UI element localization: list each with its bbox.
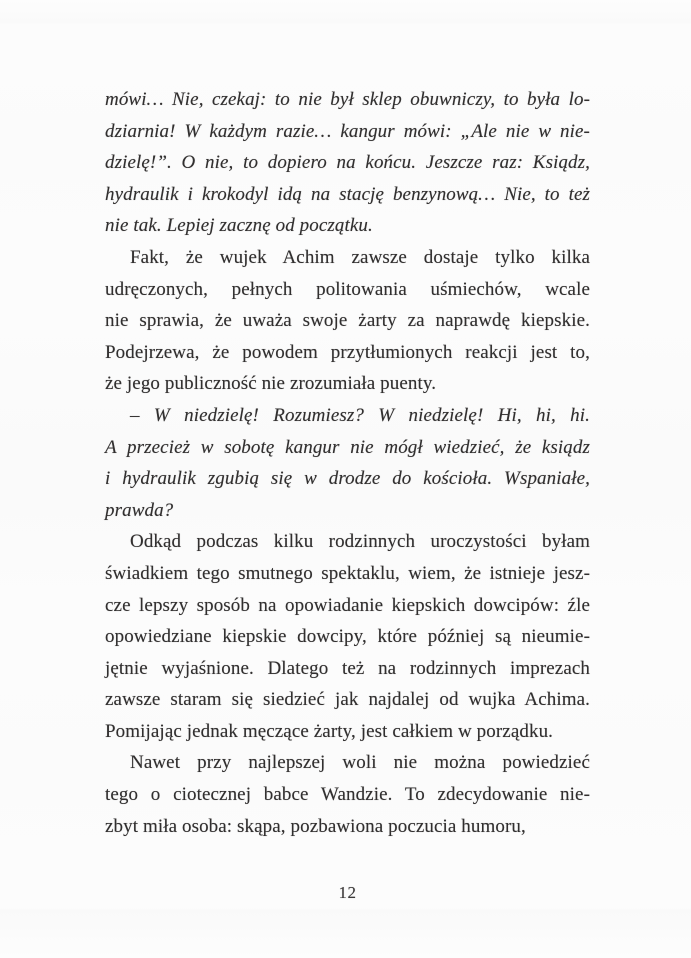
page-text-block bbox=[105, 84, 590, 842]
paragraph bbox=[105, 84, 590, 242]
text-line: jętnie wyjaśnione. Dlatego też na rodzinnych imprezach bbox=[105, 657, 590, 679]
text-line: udręczonych, pełnych politowania uśmiechów, wcale bbox=[105, 278, 590, 300]
page-number: 12 bbox=[338, 883, 357, 902]
paragraph bbox=[105, 242, 590, 400]
text-line: Nawet przy najlepszej woli nie można powiedzieć bbox=[130, 752, 590, 774]
text-line: Podejrzewa, że powodem przytłumionych reakcji jest to, bbox=[105, 341, 590, 363]
paragraph bbox=[105, 400, 590, 526]
text-line: nie tak. Lepiej zacznę od początku. bbox=[105, 215, 373, 237]
text-line: opowiedziane kiepskie dowcipy, które później są nieumie- bbox=[105, 626, 590, 648]
text-line: A przecież w sobotę kangur nie mógł wiedzieć, że ksiądz bbox=[105, 436, 590, 458]
text-line: dzielę!”. O nie, to dopiero na końcu. Jeszcze raz: Ksiądz, bbox=[105, 152, 590, 174]
text-line: – W niedzielę! Rozumiesz? W niedzielę! Hi, hi, hi. bbox=[130, 404, 590, 426]
text-line: prawda? bbox=[105, 499, 174, 521]
text-line: nie sprawia, że uważa swoje żarty za naprawdę kiepskie. bbox=[105, 310, 590, 332]
paragraph bbox=[105, 526, 590, 747]
text-line: tego o ciotecznej babce Wandzie. To zdecydowanie nie- bbox=[105, 784, 590, 806]
text-line: zawsze staram się siedzieć jak najdalej od wujka Achima. bbox=[105, 689, 590, 711]
text-line: dziarnia! W każdym razie… kangur mówi: „Ale nie w nie- bbox=[105, 120, 590, 142]
text-line: że jego publiczność nie zrozumiała puenty. bbox=[105, 373, 437, 395]
text-line: Fakt, że wujek Achim zawsze dostaje tylko kilka bbox=[130, 246, 590, 268]
text-line: cze lepszy sposób na opowiadanie kiepskich dowcipów: źle bbox=[105, 594, 590, 616]
text-line: hydraulik i krokodyl idą na stację benzynową… Nie, to też bbox=[105, 183, 590, 205]
text-line: zbyt miła osoba: skąpa, pozbawiona poczucia humoru, bbox=[105, 815, 526, 837]
text-line: Odkąd podczas kilku rodzinnych uroczystości byłam bbox=[130, 531, 590, 553]
text-line: i hydraulik zgubią się w drodze do kościoła. Wspaniałe, bbox=[105, 468, 590, 490]
text-line: Pomijając jednak męczące żarty, jest całkiem w porządku. bbox=[105, 720, 554, 742]
paragraph bbox=[105, 747, 590, 842]
text-line: świadkiem tego smutnego spektaklu, wiem, że istnieje jesz- bbox=[105, 562, 590, 584]
text-line: mówi… Nie, czekaj: to nie był sklep obuwniczy, to była lo- bbox=[105, 89, 590, 110]
